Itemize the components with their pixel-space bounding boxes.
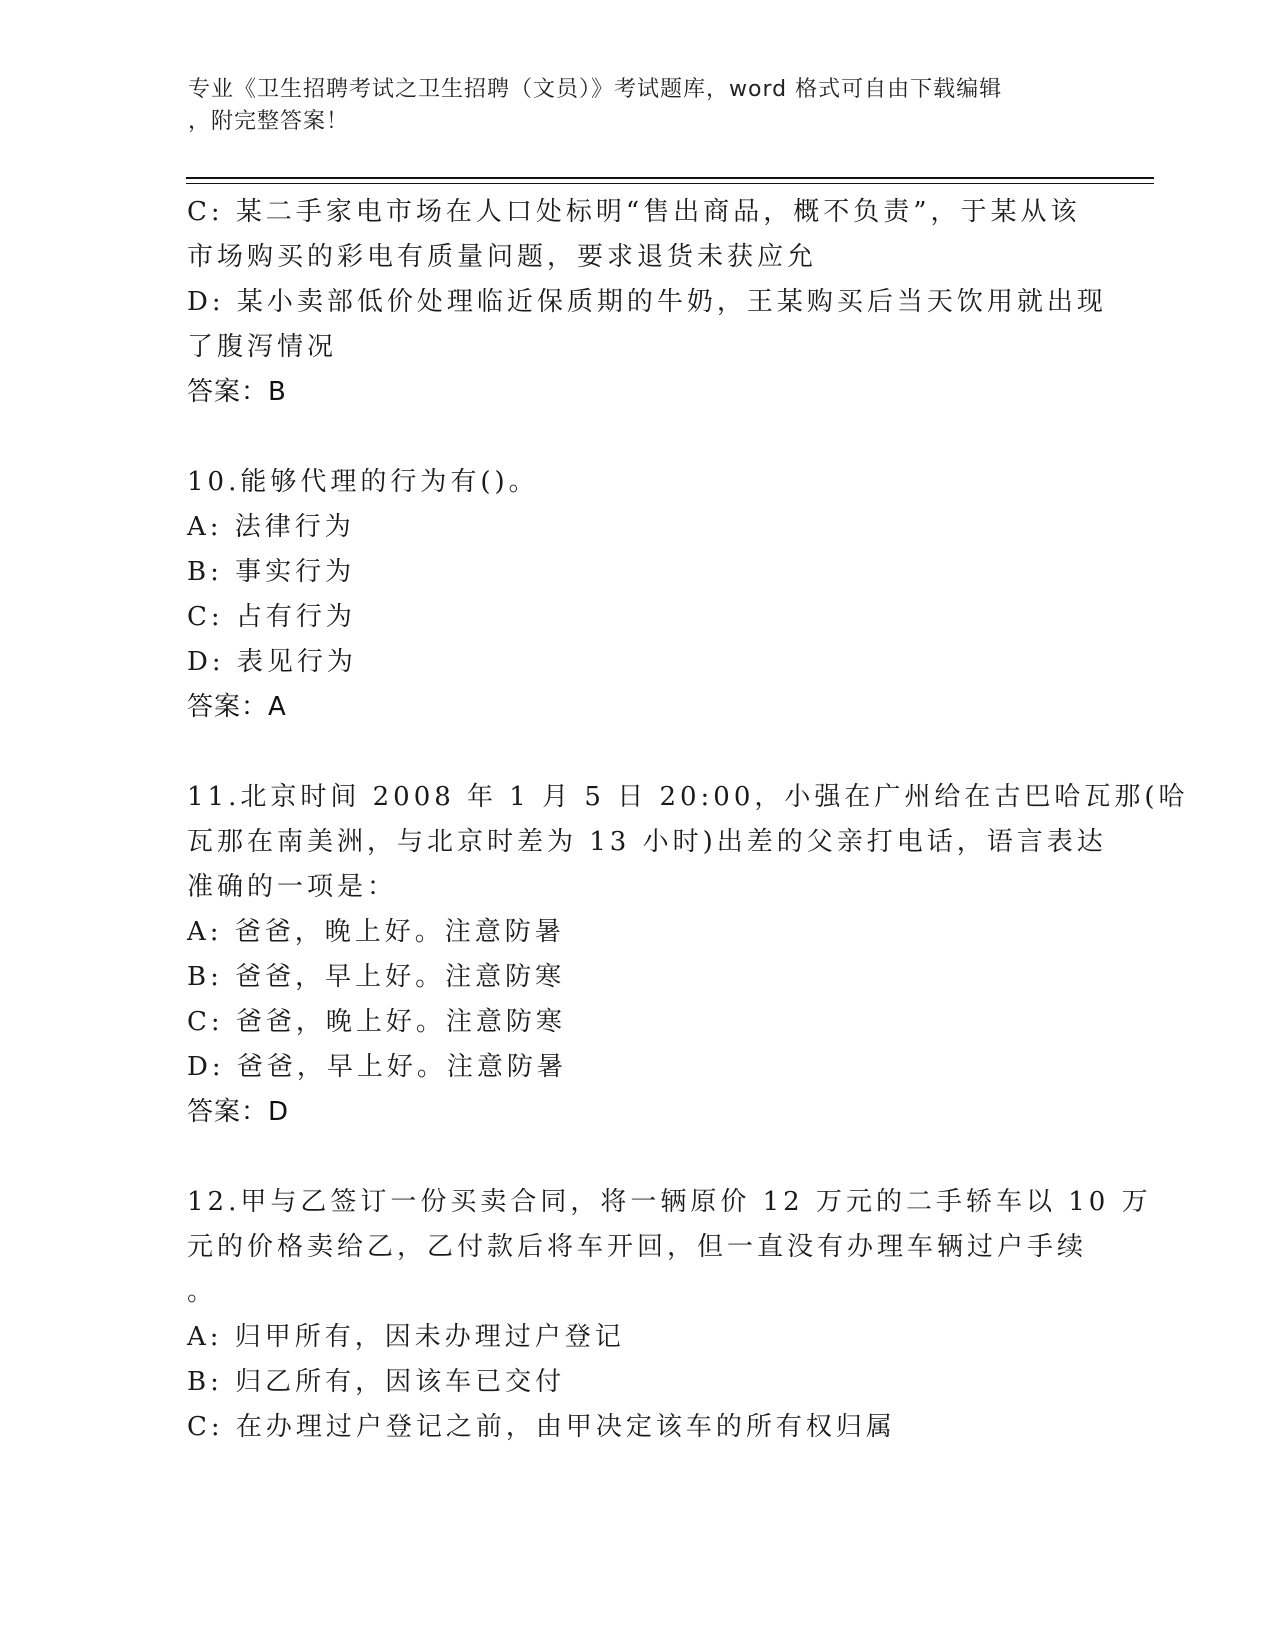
option-d: D: 爸爸，早上好。注意防暑	[187, 1052, 567, 1082]
question-12	[187, 1180, 1152, 1450]
spacer	[187, 415, 1087, 460]
option-c: C: 在办理过户登记之前，由甲决定该车的所有权归属	[187, 1412, 896, 1442]
option-c: C: 爸爸，晚上好。注意防寒	[187, 1007, 566, 1037]
option-b: B: 爸爸，早上好。注意防寒	[187, 962, 566, 992]
header-line-2: ，附完整答案！	[188, 109, 350, 134]
header-rule-thin	[186, 183, 1154, 184]
question-stem-line-1: 11.北京时间 2008 年 1 月 5 日 20:00，小强在广州给在古巴哈瓦那(哈	[187, 782, 1189, 812]
header-line-1: 专业《卫生招聘考试之卫生招聘（文员）》考试题库，word 格式可自由下载编辑	[188, 77, 1003, 102]
option-a: A: 归甲所有，因未办理过户登记	[187, 1322, 625, 1352]
answer-line: 答案：B	[187, 377, 287, 407]
option-a: A: 法律行为	[187, 512, 355, 542]
answer-line: 答案：D	[187, 1097, 290, 1127]
question-stem: 10.能够代理的行为有()。	[187, 467, 539, 497]
question-10	[187, 460, 1087, 730]
option-c-line-2: 市场购买的彩电有质量问题，要求退货未获应允	[187, 242, 818, 272]
question-stem-line-3: 准确的一项是：	[187, 872, 398, 902]
spacer	[187, 730, 1087, 775]
question-9-fragment	[187, 190, 1107, 415]
question-11	[187, 775, 1189, 1135]
option-d-line-1: D: 某小卖部低价处理临近保质期的牛奶，王某购买后当天饮用就出现	[187, 287, 1107, 317]
option-a: A: 爸爸，晚上好。注意防暑	[187, 917, 565, 947]
option-d-line-2: 了腹泻情况	[187, 332, 338, 362]
document-header	[188, 74, 1068, 138]
spacer	[187, 1135, 1087, 1180]
option-d: D: 表见行为	[187, 647, 357, 677]
header-rule-thick	[186, 177, 1154, 179]
question-stem-line-2: 瓦那在南美洲，与北京时差为 13 小时)出差的父亲打电话，语言表达	[187, 827, 1107, 857]
option-c-line-1: C: 某二手家电市场在人口处标明“售出商品，概不负责”，于某从该	[187, 197, 1081, 227]
question-stem-line-1: 12.甲与乙签订一份买卖合同，将一辆原价 12 万元的二手轿车以 10 万	[187, 1187, 1152, 1217]
option-b: B: 事实行为	[187, 557, 356, 587]
option-b: B: 归乙所有，因该车已交付	[187, 1367, 566, 1397]
question-stem-line-3: 。	[187, 1277, 218, 1307]
document-body	[187, 190, 1189, 1450]
option-c: C: 占有行为	[187, 602, 356, 632]
question-stem-line-2: 元的价格卖给乙，乙付款后将车开回，但一直没有办理车辆过户手续	[187, 1232, 1088, 1262]
answer-line: 答案：A	[187, 692, 287, 722]
